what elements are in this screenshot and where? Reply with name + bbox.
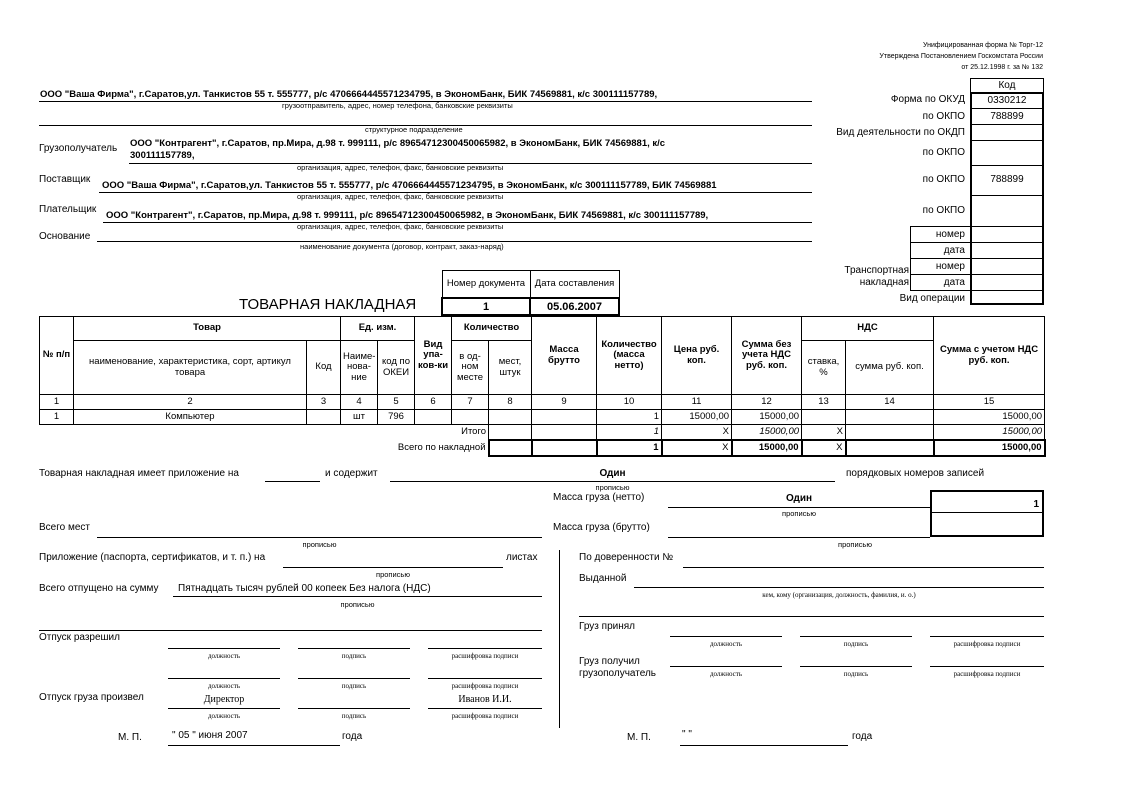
row-price: 15000,00	[662, 410, 732, 425]
h-pack: Вид упа-ков-ки	[415, 317, 452, 395]
okpo4-label: по ОКПО	[922, 205, 965, 216]
vsego-row	[40, 440, 1045, 456]
transport-label-1: Транспортная	[844, 265, 909, 276]
form-note-3: от 25.12.1998 г. за № 132	[961, 64, 1043, 71]
records-label: порядковых номеров записей	[846, 468, 985, 479]
mp-right: М. П.	[627, 732, 651, 743]
doc-date: 05.06.2007	[530, 298, 619, 315]
form-note-1: Унифицированная форма № Торг-12	[922, 42, 1043, 49]
h-unit-name: Наиме-нова-ние	[341, 341, 378, 395]
position-caption: должность	[709, 670, 743, 678]
doc-number: 1	[442, 298, 530, 315]
h-unit-code: код по ОКЕИ	[378, 341, 415, 395]
signature-caption: подпись	[843, 640, 869, 648]
itogo-x2: X	[802, 425, 846, 441]
mass-net-label: Масса груза (нетто)	[553, 492, 645, 503]
h-unit: Ед. изм.	[341, 317, 415, 341]
records-propis: прописью	[595, 483, 630, 492]
doc-number-header: Номер документа	[442, 271, 530, 299]
col-number: 8	[489, 395, 532, 410]
h-price: Цена руб. коп.	[662, 317, 732, 395]
issued-label: Выданной	[579, 573, 627, 584]
col-number: 10	[597, 395, 662, 410]
vsego-sum: 15000,00	[732, 440, 802, 456]
h-qty-places: мест, штук	[489, 341, 532, 395]
payer-value: ООО "Контрагент", г.Саратов, пр.Мира, д.98 т. 999111, р/с 89654712300450065982, в ЭкономБанк, БИК 74569881, к/с 300111157789,	[106, 210, 709, 221]
footer-divider	[559, 550, 560, 728]
h-net: Количество (масса нетто)	[597, 317, 662, 395]
mass-gross-label: Масса груза (брутто)	[553, 522, 650, 533]
col-number: 9	[532, 395, 597, 410]
codes-kod-header	[970, 78, 1044, 93]
itogo-total: 15000,00	[934, 425, 1045, 441]
vsego-x2: X	[802, 440, 846, 456]
release-allowed-label: Отпуск разрешил	[39, 632, 120, 643]
payer-label: Плательщик	[39, 204, 97, 215]
payer-caption: организация, адрес, телефон, факс, банковские реквизиты	[297, 222, 504, 231]
col-number: 1	[40, 395, 74, 410]
row-sum-novat: 15000,00	[732, 410, 802, 425]
position-caption: должность	[709, 640, 743, 648]
cargo-accepted-label: Груз принял	[579, 621, 636, 632]
goods-table	[39, 316, 1046, 457]
itogo-x1: X	[662, 425, 732, 441]
shipper-caption: грузоотправитель, адрес, номер телефона, банковские реквизиты	[282, 101, 513, 110]
doc-number-table	[441, 270, 620, 316]
basis-label: Основание	[39, 231, 91, 242]
okpo3-label: по ОКПО	[922, 174, 965, 185]
signature-caption: подпись	[341, 682, 367, 690]
decipher-caption: расшифровка подписи	[451, 712, 519, 720]
h-num: № п/п	[40, 317, 74, 395]
signature-caption: подпись	[341, 712, 367, 720]
released-sum-label: Всего отпущено на сумму	[39, 583, 159, 594]
cargo-received-label-2: грузополучатель	[579, 668, 657, 679]
mass-gross-propis: прописью	[838, 540, 872, 549]
okdp-label: Вид деятельности по ОКДП	[836, 127, 965, 138]
nomer2-label: номер	[935, 261, 965, 272]
col-number: 5	[378, 395, 415, 410]
decipher-caption: расшифровка подписи	[953, 670, 1021, 678]
itogo-qty: 1	[597, 425, 662, 441]
mass-net-value: Один	[785, 493, 813, 504]
places-propis: прописью	[302, 540, 337, 549]
col-number: 12	[732, 395, 802, 410]
operation-label: Вид операции	[899, 293, 965, 304]
col-number: 11	[662, 395, 732, 410]
signature-caption: подпись	[341, 652, 367, 660]
position-caption: должность	[207, 712, 241, 720]
h-vat-sum: сумма руб. коп.	[846, 341, 934, 395]
h-sum-vat: Сумма с учетом НДС руб. коп.	[934, 317, 1045, 395]
consignee-value-2: 300111157789,	[130, 150, 195, 161]
vsego-qty: 1	[597, 440, 662, 456]
transport-label-2: накладная	[859, 277, 909, 288]
h-qty-one: в од-ном месте	[452, 341, 489, 395]
doc-title: ТОВАРНАЯ НАКЛАДНАЯ	[239, 296, 417, 313]
shipper-value: ООО "Ваша Фирма", г.Саратов,ул. Танкистов 55 т. 555777, р/с 4706664445571234795, в ЭкономБанк, БИК 74569881, к/с 300111157789,	[40, 89, 658, 100]
okpo1-label: по ОКПО	[922, 111, 965, 122]
records-value: Один	[599, 468, 626, 479]
h-vat: НДС	[802, 317, 934, 341]
row-qty: 1	[597, 410, 662, 425]
decipher-caption: расшифровка подписи	[451, 682, 519, 690]
itogo-row	[40, 425, 1045, 441]
released-sum-value: Пятнадцать тысяч рублей 00 копеек Без налога (НДС)	[178, 583, 431, 594]
position-caption: должность	[207, 652, 241, 660]
attach-propis: прописью	[376, 570, 410, 579]
row-name: Компьютер	[74, 410, 307, 425]
supplier-caption: организация, адрес, телефон, факс, банковские реквизиты	[297, 192, 504, 201]
release-made-label: Отпуск груза произвел	[39, 692, 144, 703]
data-label: дата	[943, 245, 965, 256]
division-caption: структурное подразделение	[365, 125, 463, 134]
supplier-value: ООО "Ваша Фирма", г.Саратов,ул. Танкистов 55 т. 555777, р/с 4706664445571234795, в ЭкономБанк, к/с 300111157789, БИК 74569881	[102, 180, 717, 191]
decipher-caption: расшифровка подписи	[953, 640, 1021, 648]
col-number: 4	[341, 395, 378, 410]
itogo-label: Итого	[461, 426, 487, 438]
attach-label: Приложение (паспорта, сертификатов, и т. п.) на	[39, 552, 266, 563]
decipher-caption: расшифровка подписи	[451, 652, 519, 660]
col-number: 7	[452, 395, 489, 410]
col-number: 15	[934, 395, 1045, 410]
row-num: 1	[40, 410, 74, 425]
col-number: 13	[802, 395, 846, 410]
released-sum-propis: прописью	[340, 600, 375, 609]
consignee-caption: организация, адрес, телефон, факс, банковские реквизиты	[297, 163, 504, 172]
form-note-2: Утверждена Постановлением Госкомстата России	[879, 53, 1043, 60]
col-number: 3	[307, 395, 341, 410]
mp-left: М. П.	[118, 732, 142, 743]
cargo-received-label-1: Груз получил	[579, 656, 640, 667]
row-unit: шт	[341, 410, 378, 425]
contains-label: и содержит	[325, 468, 378, 479]
itogo-sum: 15000,00	[732, 425, 802, 441]
col-number: 2	[74, 395, 307, 410]
appendix-label: Товарная накладная имеет приложение на	[39, 468, 239, 479]
position-caption: должность	[207, 682, 241, 690]
proxy-label: По доверенности №	[579, 552, 674, 563]
col-number: 14	[846, 395, 934, 410]
h-qty: Количество	[452, 317, 532, 341]
doc-date-header: Дата составления	[530, 271, 619, 299]
mass-net-box-value: 1	[1033, 499, 1039, 510]
vsego-label: Всего по накладной	[397, 441, 486, 453]
data2-label: дата	[943, 277, 965, 288]
year-right: года	[852, 731, 873, 742]
basis-caption: наименование документа (договор, контракт, заказ-наряд)	[300, 242, 504, 251]
consignee-value-1: ООО "Контрагент", г.Саратов, пр.Мира, д.98 т. 999111, р/с 89654712300450065982, в ЭкономБанк, БИК 74569881, к/с	[130, 138, 666, 149]
issued-caption: кем, кому (организация, должность, фамилия, и. о.)	[762, 591, 916, 599]
date-left: " 05 " июня 2007	[172, 730, 248, 741]
row-okei: 796	[378, 410, 415, 425]
h-goods-name: наименование, характеристика, сорт, артикул товара	[74, 341, 307, 395]
col-number: 6	[415, 395, 452, 410]
year-left: года	[342, 731, 363, 742]
h-vat-rate: ставка, %	[802, 341, 846, 395]
h-goods: Товар	[74, 317, 341, 341]
okud-label: Форма по ОКУД	[890, 94, 965, 105]
h-goods-code: Код	[307, 341, 341, 395]
places-label: Всего мест	[39, 522, 91, 533]
row-sum-vat: 15000,00	[934, 410, 1045, 425]
okpo3-value: 788899	[990, 174, 1024, 185]
consignee-label: Грузополучатель	[39, 143, 118, 154]
ivanov-value: Иванов И.И.	[458, 694, 512, 705]
okud-value: 0330212	[987, 95, 1027, 106]
vsego-x1: X	[662, 440, 732, 456]
okpo1-value: 788899	[990, 111, 1024, 122]
supplier-label: Поставщик	[39, 174, 91, 185]
okpo2-label: по ОКПО	[922, 147, 965, 158]
h-sum-novat: Сумма без учета НДС руб. коп.	[732, 317, 802, 395]
vsego-total: 15000,00	[934, 440, 1045, 456]
signature-caption: подпись	[843, 670, 869, 678]
director-value: Директор	[203, 694, 245, 705]
mass-net-propis: прописью	[782, 509, 816, 518]
table-row	[40, 410, 1045, 425]
h-gross: Масса брутто	[532, 317, 597, 395]
date-right: " "	[682, 729, 692, 740]
column-numbers-row	[40, 395, 1045, 410]
kod-label: Код	[998, 80, 1016, 91]
nomer-label: номер	[935, 229, 965, 240]
sheets-label: листах	[506, 552, 538, 563]
mass-net-box	[930, 490, 1044, 537]
